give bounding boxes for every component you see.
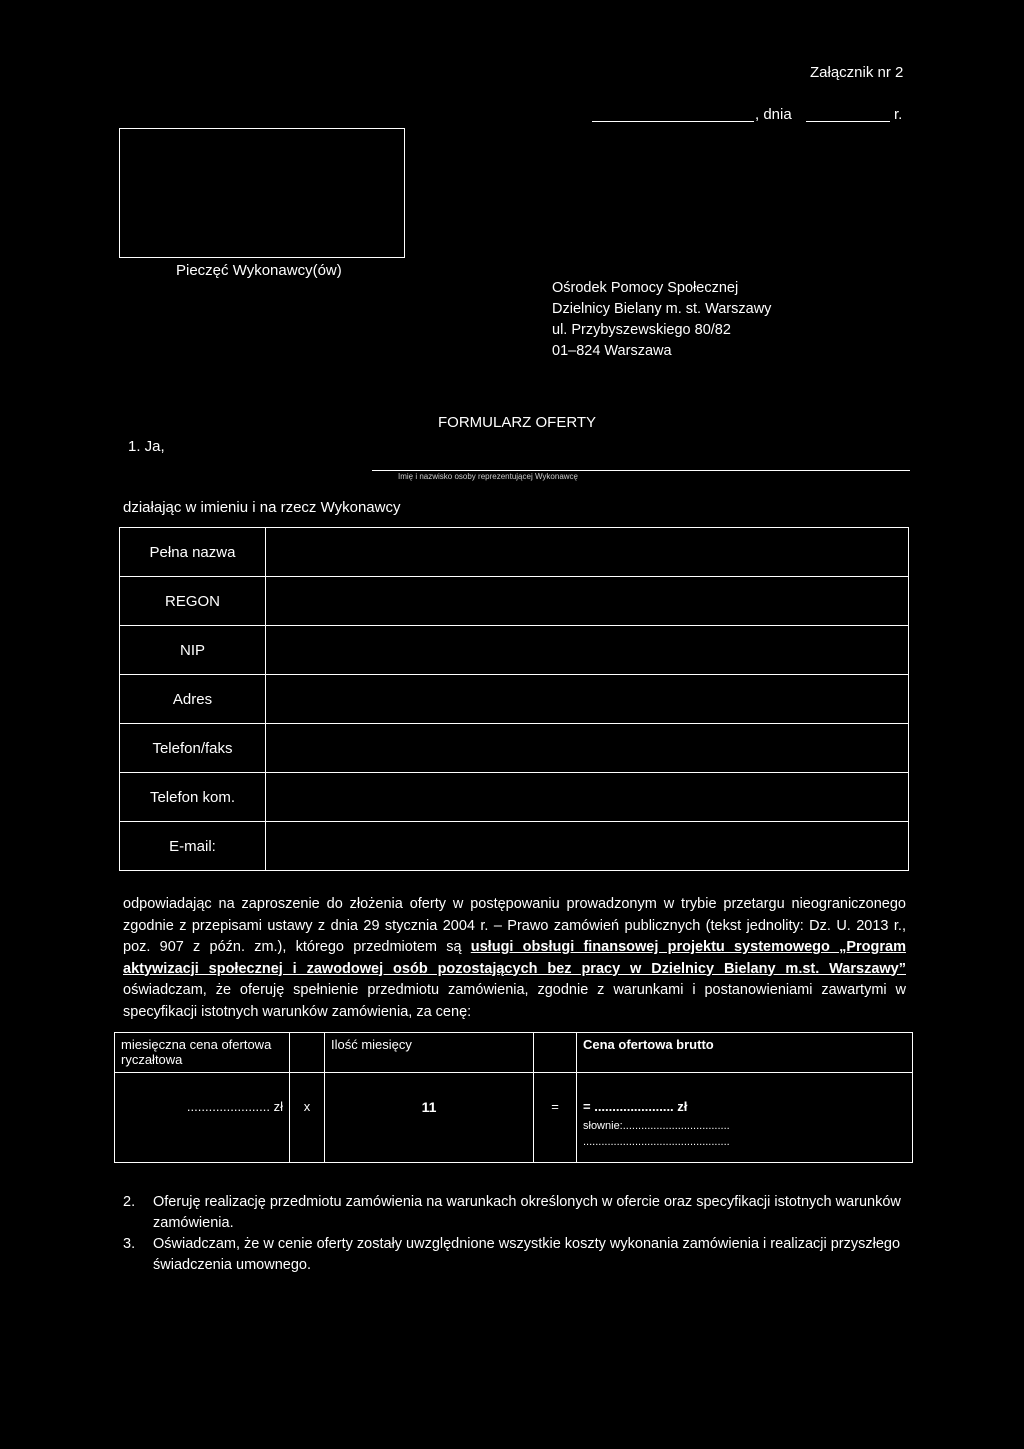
- stamp-label: Pieczęć Wykonawcy(ów): [176, 262, 342, 279]
- email-field[interactable]: [266, 822, 909, 871]
- table-row: [120, 675, 909, 724]
- item-text: Oświadczam, że w cenie oferty zostały uwzględnione wszystkie koszty wykonania zamówienia i realizacji przyszłego świadczenia umownego.: [153, 1236, 901, 1273]
- mobile-phone-field[interactable]: [266, 773, 909, 822]
- field-label: Telefon/faks: [120, 724, 266, 773]
- numbered-list: [123, 1192, 906, 1276]
- place-field-line[interactable]: [592, 121, 754, 122]
- stamp-box: [119, 128, 405, 258]
- field-label: Pełna nazwa: [120, 528, 266, 577]
- acting-label: działając w imieniu i na rzecz Wykonawcy: [123, 499, 401, 516]
- months-count: 11: [325, 1073, 534, 1163]
- recipient-line: Ośrodek Pomocy Społecznej: [552, 280, 739, 296]
- nip-field[interactable]: [266, 626, 909, 675]
- table-cell: [534, 1033, 577, 1073]
- recipient-line: ul. Przybyszewskiego 80/82: [552, 322, 731, 338]
- list-item: [123, 1192, 906, 1234]
- phone-fax-field[interactable]: [266, 724, 909, 773]
- ja-label: 1. Ja,: [128, 438, 165, 455]
- representative-field-line[interactable]: [372, 470, 910, 471]
- table-header: miesięczna cena ofertowa ryczałtowa: [115, 1033, 290, 1073]
- table-row: [115, 1073, 913, 1163]
- field-label: Telefon kom.: [120, 773, 266, 822]
- gross-price-cell: [577, 1073, 913, 1163]
- gross-price-words-line[interactable]: ................................................: [583, 1136, 730, 1148]
- recipient-line: Dzielnicy Bielany m. st. Warszawy: [552, 301, 772, 317]
- table-header: Ilość miesięcy: [325, 1033, 534, 1073]
- item-number: 3.: [123, 1236, 136, 1252]
- form-title: FORMULARZ OFERTY: [438, 414, 597, 431]
- item-number: 2.: [123, 1194, 136, 1210]
- gross-price-words-field[interactable]: słownie:...................................: [583, 1120, 730, 1132]
- date-field-line[interactable]: [806, 121, 890, 122]
- monthly-price-field[interactable]: ....................... zł: [115, 1073, 290, 1163]
- field-label: REGON: [120, 577, 266, 626]
- table-row: [120, 626, 909, 675]
- price-table: [114, 1032, 913, 1163]
- recipient-line: 01–824 Warszawa: [552, 343, 672, 359]
- table-header: Cena ofertowa brutto: [577, 1033, 913, 1073]
- table-row: [120, 528, 909, 577]
- gross-price-field[interactable]: = ...................... zł: [583, 1099, 688, 1114]
- paragraph-text: odpowiadając na zaproszenie do złożenia oferty w postępowaniu prowadzonym w trybie przetargu nieograniczonego zgodnie z przepisami ustawy z dnia 29 stycznia 2004 r. – Prawo zamówień publicznych (tekst jednolity: Dz. U. 2013 r., poz. 907 z późn. zm.), którego przedmiotem są: [123, 896, 906, 955]
- table-row: [120, 773, 909, 822]
- paragraph-text: oświadczam, że oferuję spełnienie przedmiotu zamówienia, zgodnie z warunkami i postanowieniami zawartymi w specyfikacji istotnych warunków zamówienia, za cenę:: [123, 982, 906, 1020]
- table-row: [120, 577, 909, 626]
- recipient-address: [552, 278, 771, 362]
- regon-field[interactable]: [266, 577, 909, 626]
- table-cell: [290, 1033, 325, 1073]
- equals-sign: =: [534, 1073, 577, 1163]
- field-label: Adres: [120, 675, 266, 724]
- offer-paragraph: [123, 894, 906, 1023]
- multiply-sign: x: [290, 1073, 325, 1163]
- contract-subject: usługi obsługi finansowej projektu systemowego „Program aktywizacji społecznej i zawodowej osób pozostających bez pracy w Dzielnicy Bielany m.st. Warszawy”: [123, 939, 906, 977]
- attachment-label: Załącznik nr 2: [810, 64, 904, 81]
- field-label: E-mail:: [120, 822, 266, 871]
- list-item: [123, 1234, 906, 1276]
- address-field[interactable]: [266, 675, 909, 724]
- field-label: NIP: [120, 626, 266, 675]
- item-text: Oferuję realizację przedmiotu zamówienia na warunkach określonych w ofercie oraz specyfikacji istotnych warunków zamówienia.: [153, 1194, 901, 1231]
- date-separator: , dnia: [755, 106, 792, 123]
- full-name-field[interactable]: [266, 528, 909, 577]
- contractor-table: [119, 527, 909, 871]
- table-row: [115, 1033, 913, 1073]
- table-row: [120, 822, 909, 871]
- year-suffix: r.: [894, 106, 903, 123]
- representative-caption: Imię i nazwisko osoby reprezentującej Wykonawcę: [398, 472, 579, 481]
- table-row: [120, 724, 909, 773]
